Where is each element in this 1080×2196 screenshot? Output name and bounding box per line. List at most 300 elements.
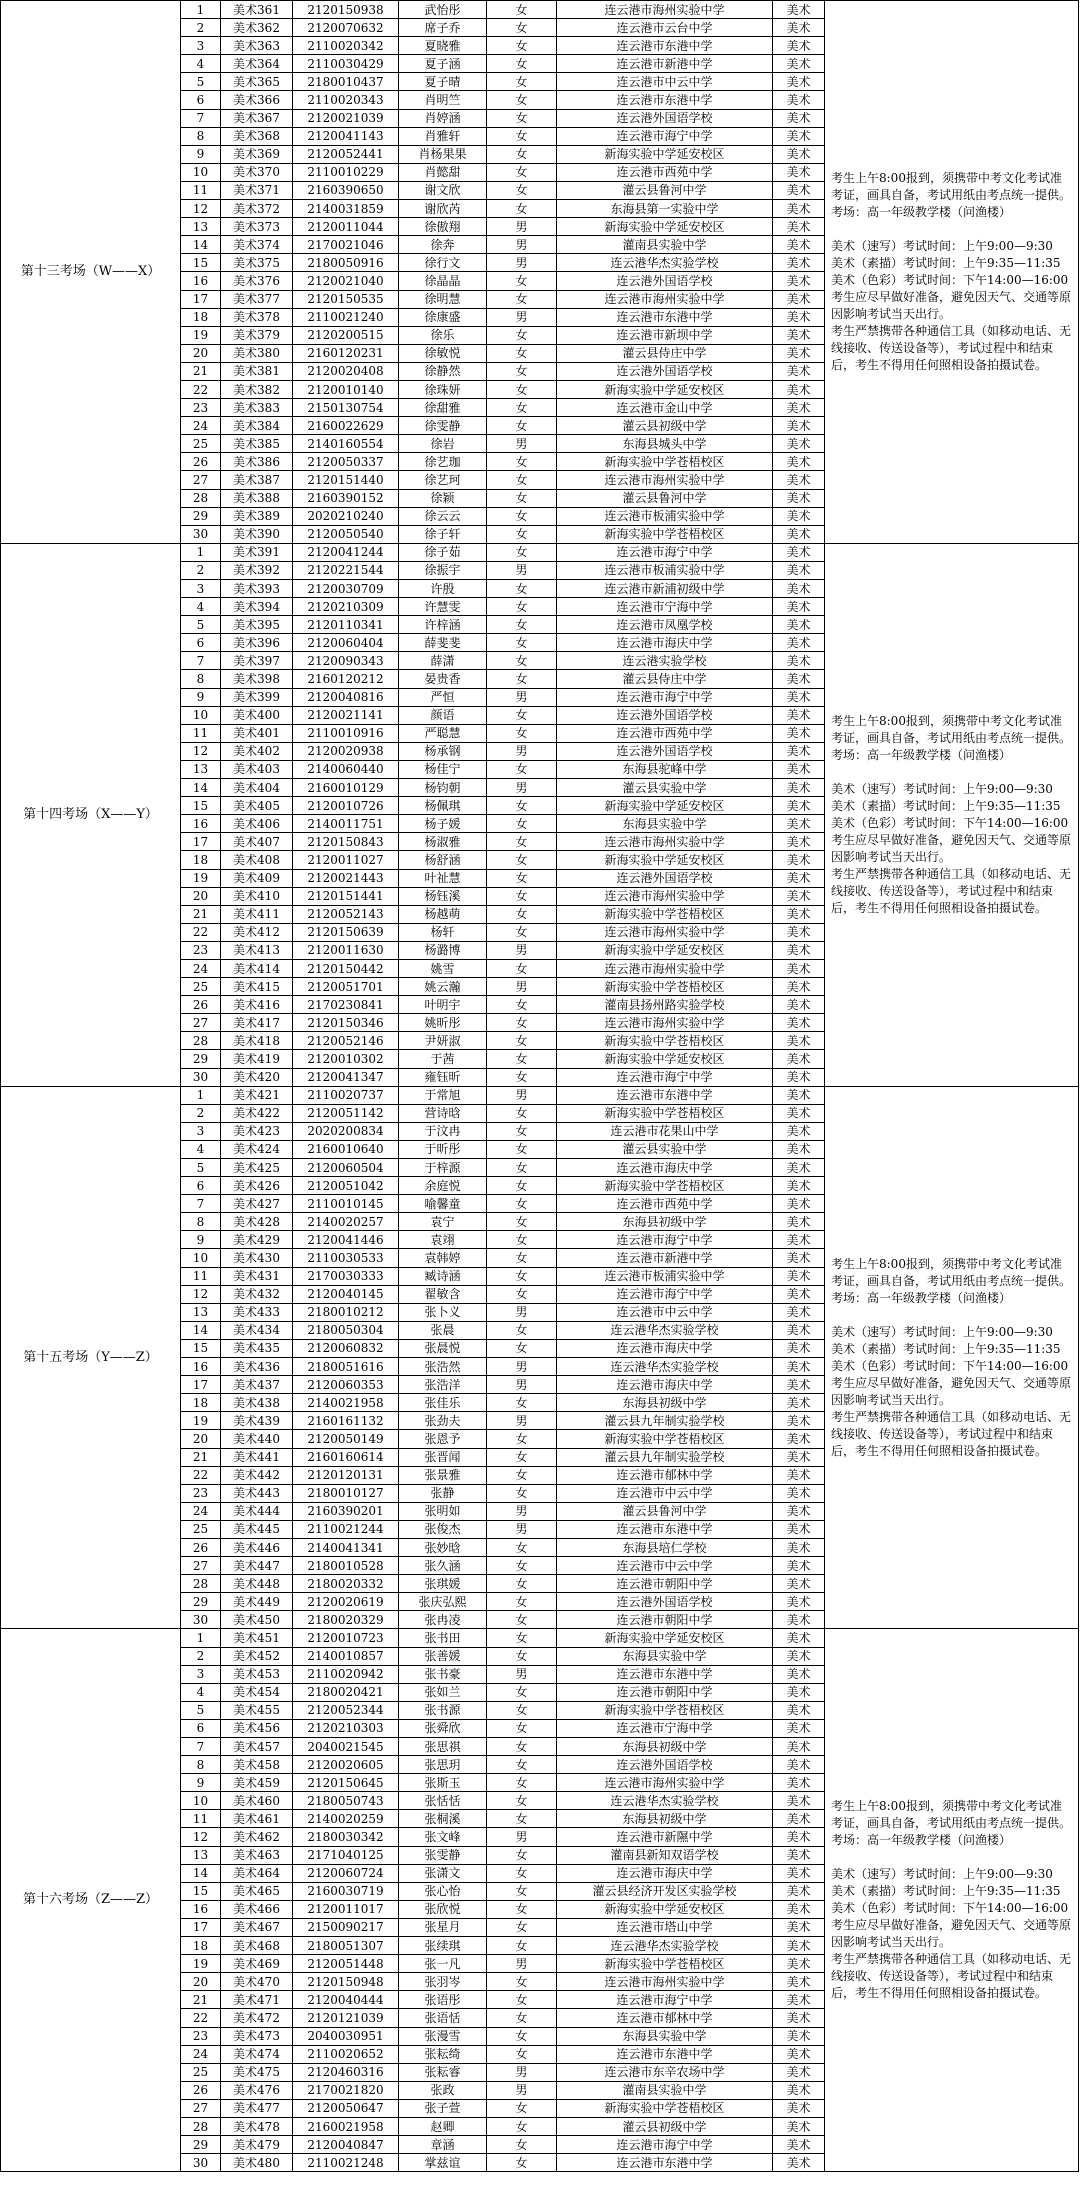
subject-cell: 美术 [773, 1, 825, 19]
school-cell: 连云港市中云中学 [557, 1303, 773, 1321]
seq-cell: 18 [181, 851, 221, 869]
note-color-time: 美术（色彩）考试时间：下午14:00—16:00 [831, 1901, 1069, 1916]
name-cell: 张语恬 [399, 2009, 487, 2027]
exam-id-cell: 2040021545 [293, 1738, 399, 1756]
subject-cell: 美术 [773, 978, 825, 996]
exam-subject-cell: 美术412 [221, 923, 293, 941]
subject-cell: 美术 [773, 109, 825, 127]
gender-cell: 女 [487, 1593, 557, 1611]
exam-subject-cell: 美术424 [221, 1140, 293, 1158]
exam-subject-cell: 美术442 [221, 1466, 293, 1484]
subject-cell: 美术 [773, 344, 825, 362]
subject-cell: 美术 [773, 200, 825, 218]
exam-id-cell: 2180010127 [293, 1484, 399, 1502]
note-travel: 考生应尽早做好准备，避免因天气、交通等原因影响考试当天出行。 [831, 1375, 1072, 1407]
exam-subject-cell: 美术379 [221, 326, 293, 344]
subject-cell: 美术 [773, 290, 825, 308]
subject-cell: 美术 [773, 399, 825, 417]
gender-cell: 女 [487, 471, 557, 489]
name-cell: 姚昕彤 [399, 1014, 487, 1032]
name-cell: 张文峰 [399, 1828, 487, 1846]
seq-cell: 19 [181, 1955, 221, 1973]
seq-cell: 9 [181, 1231, 221, 1249]
gender-cell: 女 [487, 616, 557, 634]
gender-cell: 男 [487, 1412, 557, 1430]
school-cell: 灌南县实验中学 [557, 236, 773, 254]
school-cell: 新海实验中学苍梧校区 [557, 1177, 773, 1195]
school-cell: 连云港外国语学校 [557, 706, 773, 724]
subject-cell: 美术 [773, 634, 825, 652]
seq-cell: 4 [181, 1140, 221, 1158]
exam-subject-cell: 美术363 [221, 37, 293, 55]
subject-cell: 美术 [773, 1882, 825, 1900]
name-cell: 张善媛 [399, 1647, 487, 1665]
gender-cell: 女 [487, 598, 557, 616]
exam-subject-cell: 美术418 [221, 1032, 293, 1050]
exam-subject-cell: 美术372 [221, 200, 293, 218]
seq-cell: 23 [181, 2027, 221, 2045]
gender-cell: 女 [487, 996, 557, 1014]
school-cell: 连云港市中云中学 [557, 1484, 773, 1502]
name-cell: 尹妍淑 [399, 1032, 487, 1050]
gender-cell: 女 [487, 851, 557, 869]
gender-cell: 男 [487, 1358, 557, 1376]
table-row [1, 1, 1079, 19]
school-cell: 新海实验中学苍梧校区 [557, 1104, 773, 1122]
seq-cell: 8 [181, 127, 221, 145]
seq-cell: 29 [181, 1593, 221, 1611]
note-sketch-time: 美术（速写）考试时间：上午9:00—9:30 [831, 238, 1053, 253]
exam-id-cell: 2120052344 [293, 1701, 399, 1719]
exam-id-cell: 2140021958 [293, 1394, 399, 1412]
exam-subject-cell: 美术404 [221, 779, 293, 797]
gender-cell: 女 [487, 362, 557, 380]
seq-cell: 16 [181, 272, 221, 290]
seq-cell: 23 [181, 399, 221, 417]
exam-id-cell: 2150090217 [293, 1918, 399, 1936]
name-cell: 杨越萌 [399, 905, 487, 923]
school-cell: 连云港市中云中学 [557, 73, 773, 91]
subject-cell: 美术 [773, 2009, 825, 2027]
exam-id-cell: 2120060832 [293, 1339, 399, 1357]
subject-cell: 美术 [773, 923, 825, 941]
subject-cell: 美术 [773, 1864, 825, 1882]
name-cell: 张晨 [399, 1321, 487, 1339]
exam-id-cell: 2140011751 [293, 815, 399, 833]
name-cell: 姚雪 [399, 959, 487, 977]
school-cell: 连云港市新港中学 [557, 55, 773, 73]
school-cell: 连云港市海州实验中学 [557, 471, 773, 489]
school-cell: 连云港市海庆中学 [557, 1339, 773, 1357]
seq-cell: 3 [181, 580, 221, 598]
exam-id-cell: 2020200834 [293, 1122, 399, 1140]
gender-cell: 男 [487, 1828, 557, 1846]
exam-subject-cell: 美术457 [221, 1738, 293, 1756]
name-cell: 徐振宇 [399, 561, 487, 579]
subject-cell: 美术 [773, 616, 825, 634]
school-cell: 连云港市朝阳中学 [557, 1683, 773, 1701]
school-cell: 灌云县实验中学 [557, 1140, 773, 1158]
name-cell: 叶祉慧 [399, 869, 487, 887]
exam-id-cell: 2110010916 [293, 724, 399, 742]
exam-subject-cell: 美术455 [221, 1701, 293, 1719]
subject-cell: 美术 [773, 471, 825, 489]
exam-subject-cell: 美术425 [221, 1159, 293, 1177]
school-cell: 连云港市西苑中学 [557, 724, 773, 742]
table-row [1, 1629, 1079, 1647]
seq-cell: 2 [181, 19, 221, 37]
subject-cell: 美术 [773, 73, 825, 91]
subject-cell: 美术 [773, 1177, 825, 1195]
seq-cell: 29 [181, 507, 221, 525]
subject-cell: 美术 [773, 127, 825, 145]
subject-cell: 美术 [773, 2045, 825, 2063]
exam-id-cell: 2180020329 [293, 1611, 399, 1629]
seq-cell: 11 [181, 1810, 221, 1828]
subject-cell: 美术 [773, 1086, 825, 1104]
exam-id-cell: 2180030342 [293, 1828, 399, 1846]
exam-id-cell: 2160390152 [293, 489, 399, 507]
exam-subject-cell: 美术415 [221, 978, 293, 996]
exam-id-cell: 2140041341 [293, 1538, 399, 1556]
subject-cell: 美术 [773, 1846, 825, 1864]
school-cell: 连云港市海宁中学 [557, 688, 773, 706]
name-cell: 张劲夫 [399, 1412, 487, 1430]
seq-cell: 20 [181, 1430, 221, 1448]
note-color-time: 美术（色彩）考试时间：下午14:00—16:00 [831, 1358, 1069, 1373]
seq-cell: 16 [181, 815, 221, 833]
school-cell: 新海实验中学延安校区 [557, 1629, 773, 1647]
gender-cell: 女 [487, 797, 557, 815]
subject-cell: 美术 [773, 1104, 825, 1122]
subject-cell: 美术 [773, 851, 825, 869]
seq-cell: 26 [181, 996, 221, 1014]
subject-cell: 美术 [773, 1249, 825, 1267]
name-cell: 徐甜雅 [399, 399, 487, 417]
exam-id-cell: 2180050743 [293, 1792, 399, 1810]
school-cell: 连云港市板浦实验中学 [557, 507, 773, 525]
name-cell: 张耘睿 [399, 2063, 487, 2081]
gender-cell: 女 [487, 1068, 557, 1086]
seq-cell: 25 [181, 435, 221, 453]
gender-cell: 女 [487, 326, 557, 344]
subject-cell: 美术 [773, 435, 825, 453]
gender-cell: 女 [487, 290, 557, 308]
exam-subject-cell: 美术448 [221, 1575, 293, 1593]
subject-cell: 美术 [773, 1738, 825, 1756]
subject-cell: 美术 [773, 218, 825, 236]
school-cell: 连云港市东港中学 [557, 308, 773, 326]
gender-cell: 女 [487, 272, 557, 290]
subject-cell: 美术 [773, 2063, 825, 2081]
name-cell: 张一凡 [399, 1955, 487, 1973]
name-cell: 徐珠妍 [399, 380, 487, 398]
subject-cell: 美术 [773, 742, 825, 760]
school-cell: 灌南县扬州路实验学校 [557, 996, 773, 1014]
exam-subject-cell: 美术423 [221, 1122, 293, 1140]
exam-id-cell: 2110020342 [293, 37, 399, 55]
exam-subject-cell: 美术459 [221, 1774, 293, 1792]
exam-id-cell: 2120052146 [293, 1032, 399, 1050]
gender-cell: 女 [487, 1050, 557, 1068]
school-cell: 连云港市凤凰学校 [557, 616, 773, 634]
seq-cell: 13 [181, 218, 221, 236]
school-cell: 连云港市郁林中学 [557, 1466, 773, 1484]
subject-cell: 美术 [773, 1122, 825, 1140]
seq-cell: 9 [181, 1774, 221, 1792]
exam-subject-cell: 美术479 [221, 2136, 293, 2154]
subject-cell: 美术 [773, 2117, 825, 2135]
gender-cell: 女 [487, 1140, 557, 1158]
subject-cell: 美术 [773, 1430, 825, 1448]
exam-subject-cell: 美术389 [221, 507, 293, 525]
seq-cell: 15 [181, 1339, 221, 1357]
name-cell: 张恩予 [399, 1430, 487, 1448]
school-cell: 灌南县新知双语学校 [557, 1846, 773, 1864]
subject-cell: 美术 [773, 1231, 825, 1249]
subject-cell: 美术 [773, 1394, 825, 1412]
gender-cell: 女 [487, 1032, 557, 1050]
name-cell: 张佳乐 [399, 1394, 487, 1412]
exam-subject-cell: 美术398 [221, 670, 293, 688]
subject-cell: 美术 [773, 1376, 825, 1394]
gender-cell: 女 [487, 1774, 557, 1792]
name-cell: 徐颖 [399, 489, 487, 507]
exam-instructions [825, 1086, 1079, 1629]
seq-cell: 14 [181, 779, 221, 797]
seq-cell: 27 [181, 1014, 221, 1032]
seq-cell: 13 [181, 1846, 221, 1864]
name-cell: 徐乐 [399, 326, 487, 344]
gender-cell: 女 [487, 1756, 557, 1774]
subject-cell: 美术 [773, 1647, 825, 1665]
name-cell: 武怡彤 [399, 1, 487, 19]
seq-cell: 26 [181, 2081, 221, 2099]
school-cell: 连云港市中云中学 [557, 1557, 773, 1575]
school-cell: 灌云县初级中学 [557, 2117, 773, 2135]
exam-id-cell: 2110020737 [293, 1086, 399, 1104]
seq-cell: 8 [181, 1213, 221, 1231]
exam-subject-cell: 美术444 [221, 1502, 293, 1520]
seq-cell: 9 [181, 688, 221, 706]
subject-cell: 美术 [773, 1339, 825, 1357]
subject-cell: 美术 [773, 1611, 825, 1629]
exam-subject-cell: 美术465 [221, 1882, 293, 1900]
exam-id-cell: 2180020421 [293, 1683, 399, 1701]
seq-cell: 4 [181, 598, 221, 616]
school-cell: 连云港市海庆中学 [557, 634, 773, 652]
seq-cell: 5 [181, 616, 221, 634]
name-cell: 肖雅轩 [399, 127, 487, 145]
exam-subject-cell: 美术454 [221, 1683, 293, 1701]
exam-id-cell: 2180010528 [293, 1557, 399, 1575]
exam-instructions [825, 1, 1079, 544]
school-cell: 连云港市宁海中学 [557, 1719, 773, 1737]
exam-subject-cell: 美术430 [221, 1249, 293, 1267]
note-drawing-time: 美术（素描）考试时间：上午9:35—11:35 [831, 1884, 1061, 1899]
exam-subject-cell: 美术361 [221, 1, 293, 19]
school-cell: 连云港市东港中学 [557, 1086, 773, 1104]
exam-id-cell: 2170021820 [293, 2081, 399, 2099]
exam-subject-cell: 美术368 [221, 127, 293, 145]
exam-id-cell: 2120011044 [293, 218, 399, 236]
exam-id-cell: 2120051448 [293, 1955, 399, 1973]
school-cell: 连云港市海庆中学 [557, 1864, 773, 1882]
seq-cell: 22 [181, 923, 221, 941]
exam-subject-cell: 美术469 [221, 1955, 293, 1973]
exam-id-cell: 2120150843 [293, 833, 399, 851]
exam-id-cell: 2160161132 [293, 1412, 399, 1430]
school-cell: 连云港市塔山中学 [557, 1918, 773, 1936]
school-cell: 连云港市海州实验中学 [557, 833, 773, 851]
exam-subject-cell: 美术382 [221, 380, 293, 398]
school-cell: 新海实验中学苍梧校区 [557, 453, 773, 471]
name-cell: 于汶冉 [399, 1122, 487, 1140]
exam-subject-cell: 美术381 [221, 362, 293, 380]
gender-cell: 男 [487, 742, 557, 760]
exam-subject-cell: 美术473 [221, 2027, 293, 2045]
name-cell: 徐晶晶 [399, 272, 487, 290]
note-color-time: 美术（色彩）考试时间：下午14:00—16:00 [831, 815, 1069, 830]
school-cell: 灌云县九年制实验学校 [557, 1448, 773, 1466]
exam-id-cell: 2120050337 [293, 453, 399, 471]
gender-cell: 女 [487, 1394, 557, 1412]
exam-subject-cell: 美术476 [221, 2081, 293, 2099]
exam-subject-cell: 美术383 [221, 399, 293, 417]
exam-subject-cell: 美术374 [221, 236, 293, 254]
exam-subject-cell: 美术397 [221, 652, 293, 670]
name-cell: 杨钧朝 [399, 779, 487, 797]
exam-subject-cell: 美术450 [221, 1611, 293, 1629]
seq-cell: 4 [181, 1683, 221, 1701]
seq-cell: 25 [181, 978, 221, 996]
seq-cell: 14 [181, 1864, 221, 1882]
seq-cell: 11 [181, 724, 221, 742]
school-cell: 新海实验中学苍梧校区 [557, 1430, 773, 1448]
subject-cell: 美术 [773, 163, 825, 181]
name-cell: 张思玥 [399, 1756, 487, 1774]
name-cell: 张俊杰 [399, 1520, 487, 1538]
gender-cell: 女 [487, 652, 557, 670]
exam-id-cell: 2160030719 [293, 1882, 399, 1900]
seq-cell: 20 [181, 887, 221, 905]
exam-id-cell: 2120110341 [293, 616, 399, 634]
school-cell: 连云港华杰实验学校 [557, 1937, 773, 1955]
exam-subject-cell: 美术385 [221, 435, 293, 453]
name-cell: 张久涵 [399, 1557, 487, 1575]
name-cell: 张浩然 [399, 1358, 487, 1376]
exam-id-cell: 2120200515 [293, 326, 399, 344]
name-cell: 张续琪 [399, 1937, 487, 1955]
name-cell: 张景雅 [399, 1466, 487, 1484]
note-sketch-time: 美术（速写）考试时间：上午9:00—9:30 [831, 1867, 1053, 1882]
exam-subject-cell: 美术438 [221, 1394, 293, 1412]
gender-cell: 女 [487, 145, 557, 163]
name-cell: 张潇文 [399, 1864, 487, 1882]
gender-cell: 女 [487, 543, 557, 561]
subject-cell: 美术 [773, 688, 825, 706]
subject-cell: 美术 [773, 55, 825, 73]
seq-cell: 20 [181, 344, 221, 362]
gender-cell: 女 [487, 1195, 557, 1213]
exam-id-cell: 2120120131 [293, 1466, 399, 1484]
seq-cell: 19 [181, 1412, 221, 1430]
exam-id-cell: 2120151441 [293, 887, 399, 905]
note-devices: 考生严禁携带各种通信工具（如移动电话、无线接收、传送设备等），考试过程中和结束后，考生不得用任何照相设备拍摄试卷。 [831, 1952, 1072, 2001]
subject-cell: 美术 [773, 1719, 825, 1737]
table-row [1, 543, 1079, 561]
seq-cell: 6 [181, 91, 221, 109]
gender-cell: 女 [487, 181, 557, 199]
seq-cell: 21 [181, 1991, 221, 2009]
school-cell: 新海实验中学延安校区 [557, 145, 773, 163]
exam-id-cell: 2140060440 [293, 760, 399, 778]
school-cell: 连云港市东辛农场中学 [557, 2063, 773, 2081]
exam-id-cell: 2140020257 [293, 1213, 399, 1231]
gender-cell: 男 [487, 779, 557, 797]
subject-cell: 美术 [773, 236, 825, 254]
gender-cell: 男 [487, 2081, 557, 2099]
subject-cell: 美术 [773, 959, 825, 977]
name-cell: 许慧雯 [399, 598, 487, 616]
seq-cell: 30 [181, 525, 221, 543]
exam-subject-cell: 美术402 [221, 742, 293, 760]
name-cell: 张桐溪 [399, 1810, 487, 1828]
exam-subject-cell: 美术443 [221, 1484, 293, 1502]
name-cell: 肖明竺 [399, 91, 487, 109]
note-checkin: 考生上午8:00报到，须携带中考文化考试准考证，画具自备，考试用纸由考点统一提供。 [831, 1256, 1072, 1288]
school-cell: 连云港市东港中学 [557, 1520, 773, 1538]
seq-cell: 7 [181, 652, 221, 670]
name-cell: 臧诗涵 [399, 1267, 487, 1285]
subject-cell: 美术 [773, 254, 825, 272]
seq-cell: 10 [181, 1249, 221, 1267]
gender-cell: 女 [487, 19, 557, 37]
exam-id-cell: 2120051042 [293, 1177, 399, 1195]
exam-instructions [825, 1629, 1079, 2172]
gender-cell: 女 [487, 1159, 557, 1177]
school-cell: 东海县实验中学 [557, 815, 773, 833]
exam-subject-cell: 美术464 [221, 1864, 293, 1882]
exam-id-cell: 2110021244 [293, 1520, 399, 1538]
exam-subject-cell: 美术445 [221, 1520, 293, 1538]
school-cell: 东海县初级中学 [557, 1394, 773, 1412]
name-cell: 谢欣芮 [399, 200, 487, 218]
exam-id-cell: 2140020259 [293, 1810, 399, 1828]
exam-id-cell: 2180010212 [293, 1303, 399, 1321]
note-sketch-time: 美术（速写）考试时间：上午9:00—9:30 [831, 781, 1053, 796]
subject-cell: 美术 [773, 1321, 825, 1339]
subject-cell: 美术 [773, 1557, 825, 1575]
seq-cell: 12 [181, 200, 221, 218]
exam-id-cell: 2120021040 [293, 272, 399, 290]
gender-cell: 女 [487, 163, 557, 181]
exam-subject-cell: 美术429 [221, 1231, 293, 1249]
subject-cell: 美术 [773, 815, 825, 833]
seq-cell: 30 [181, 1611, 221, 1629]
gender-cell: 女 [487, 1864, 557, 1882]
name-cell: 徐艺珂 [399, 471, 487, 489]
exam-subject-cell: 美术378 [221, 308, 293, 326]
name-cell: 徐艺珈 [399, 453, 487, 471]
subject-cell: 美术 [773, 2136, 825, 2154]
exam-subject-cell: 美术407 [221, 833, 293, 851]
seq-cell: 21 [181, 1448, 221, 1466]
school-cell: 连云港市海州实验中学 [557, 1973, 773, 1991]
school-cell: 新海实验中学苍梧校区 [557, 1701, 773, 1719]
seq-cell: 17 [181, 1918, 221, 1936]
exam-id-cell: 2120020938 [293, 742, 399, 760]
